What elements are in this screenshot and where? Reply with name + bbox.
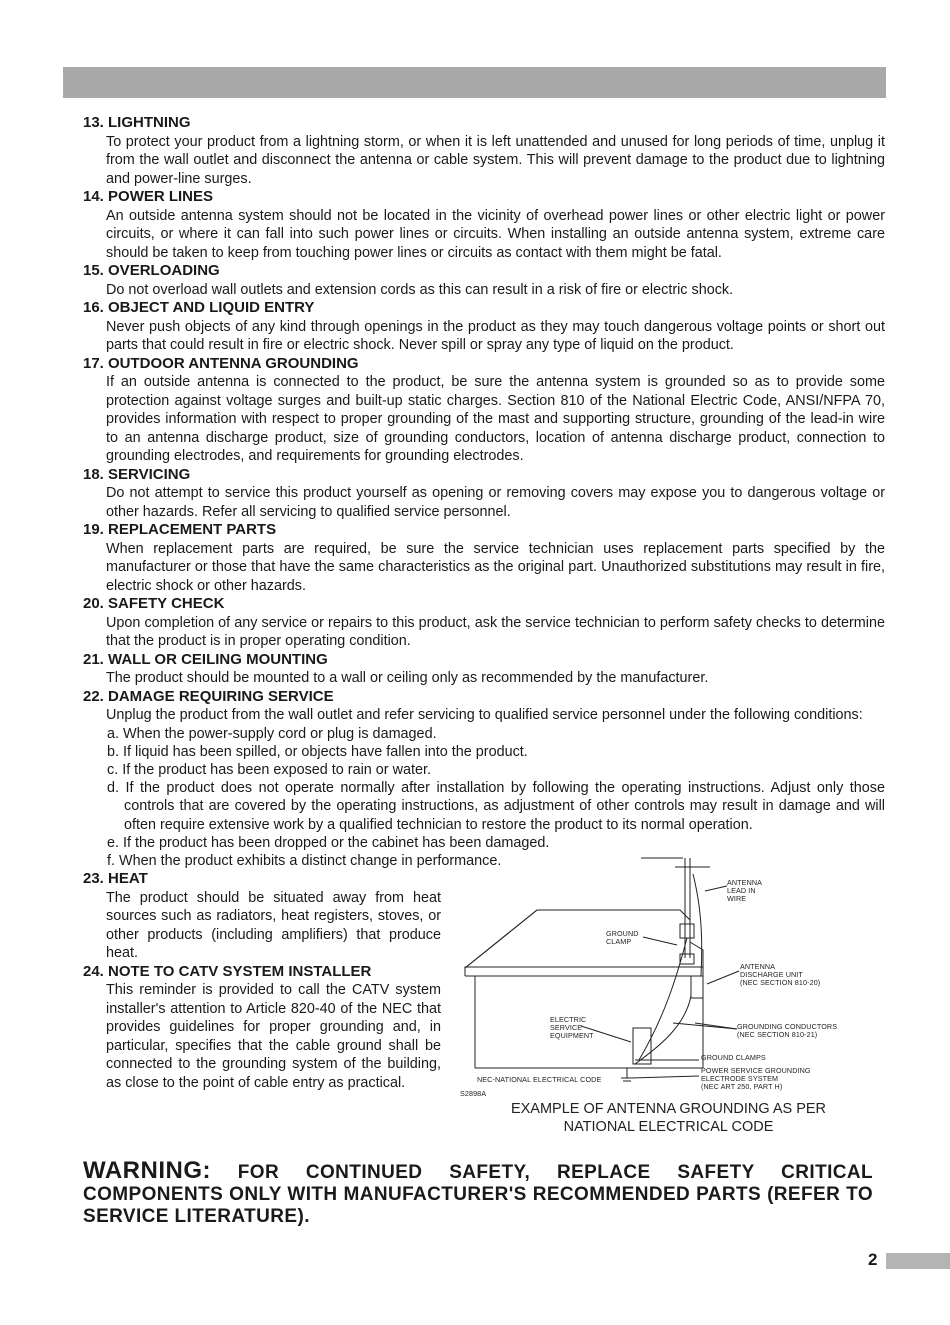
item-overloading <box>83 262 885 299</box>
label-ground-clamps: GROUND CLAMPS <box>701 1053 766 1062</box>
item-safety-check <box>83 595 885 651</box>
condition-e: e. If the product has been dropped or the cabinet has been damaged. <box>107 835 550 851</box>
warning-notice <box>83 1157 873 1228</box>
item-body: To protect your product from a lightning storm, or when it is left unattended and unused for long periods of time, unplug it from the wall outlet and disconnect the antenna or cable system. This will prevent damage to the product due to lightning and power-line surges. <box>106 133 885 187</box>
item-title: 17. OUTDOOR ANTENNA GROUNDING <box>83 354 359 372</box>
item-title: 21. WALL OR CEILING MOUNTING <box>83 650 328 668</box>
item-body: The product should be mounted to a wall or ceiling only as recommended by the manufacturer. <box>106 670 709 686</box>
item-title: 14. POWER LINES <box>83 188 214 205</box>
item-power-lines <box>83 188 885 262</box>
item-replacement-parts <box>83 521 885 595</box>
diagram-code: S2898A <box>460 1089 487 1098</box>
item-title: 19. REPLACEMENT PARTS <box>83 521 277 538</box>
item-title: 23. HEAT <box>83 870 148 887</box>
item-servicing <box>83 466 885 522</box>
item-lightning <box>83 114 885 188</box>
item-outdoor-antenna-grounding <box>83 355 885 466</box>
label-antenna-lead-in: ANTENNA LEAD IN WIRE <box>727 878 763 903</box>
condition-a: a. When the power-supply cord or plug is damaged. <box>107 725 437 742</box>
item-title: 15. OVERLOADING <box>83 262 220 279</box>
item-body: The product should be situated away from heat sources such as radiators, heat registers, stoves, or other products (including amplifiers) that produce heat. <box>106 889 441 961</box>
item-object-liquid-entry <box>83 299 885 355</box>
label-nec: NEC-NATIONAL ELECTRICAL CODE <box>477 1075 602 1084</box>
label-electric-service-equipment: ELECTRIC SERVICE EQUIPMENT <box>550 1015 594 1040</box>
item-body: Unplug the product from the wall outlet and refer servicing to qualified service personnel under the following conditions: <box>106 707 863 723</box>
page-number: 2 <box>868 1250 878 1269</box>
antenna-grounding-diagram <box>455 846 895 1141</box>
item-body: Upon completion of any service or repairs to this product, ask the service technician to perform safety checks to determine that the product is in proper operating condition. <box>106 614 885 649</box>
label-power-service-grounding: POWER SERVICE GROUNDING ELECTRODE SYSTEM (NEC ART 250, PART H) <box>701 1066 811 1091</box>
item-body: When replacement parts are required, be sure the service technician uses replacement parts specified by the manufacturer or those that have the same characteristics as the original part. Unauthorized substitutions may result in fire, electric shock or other hazards. <box>106 540 885 594</box>
item-title: 13. LIGHTNING <box>83 114 191 131</box>
item-title: 22. DAMAGE REQUIRING SERVICE <box>83 687 334 705</box>
item-damage-requiring-service <box>83 688 885 871</box>
label-antenna-discharge-unit: ANTENNA DISCHARGE UNIT (NEC SECTION 810-20) <box>740 962 821 987</box>
house-illustration <box>455 846 895 1141</box>
item-body: Do not attempt to service this product yourself as opening or removing covers may expose you to dangerous voltage or other hazards. Refer all servicing to qualified service personnel. <box>106 485 885 520</box>
item-title: 18. SERVICING <box>83 465 191 483</box>
item-title: 20. SAFETY CHECK <box>83 595 225 612</box>
condition-d: d. If the product does not operate normally after installation by following the operating instructions. Adjust only those controls that are covered by the operating instructions, as adjustment of other controls may result in damage and will often require extensive work by a qualified technician to restore the product to its normal operation. <box>107 779 885 833</box>
page-number-bar <box>886 1253 950 1269</box>
label-grounding-conductors: GROUNDING CONDUCTORS (NEC SECTION 810-21) <box>737 1022 838 1039</box>
condition-b: b. If liquid has been spilled, or objects have fallen into the product. <box>107 743 528 760</box>
item-wall-ceiling-mounting <box>83 651 885 688</box>
item-title: 16. OBJECT AND LIQUID ENTRY <box>83 299 315 316</box>
item-body: If an outside antenna is connected to the product, be sure the antenna system is grounded so as to provide some protection against voltage surges and built-up static charges. Section 810 of the National Electric Code, ANSI/NFPA 70, provides information with respect to proper grounding of the mast and supporting structure, grounding of the lead-in wire to an antenna discharge product, size of grounding conductors, location of antenna discharge product, connection to grounding electrodes, and requirements for grounding electrodes. <box>106 374 885 464</box>
condition-f: f. When the product exhibits a distinct change in performance. <box>107 853 502 869</box>
item-body: Do not overload wall outlets and extension cords as this can result in a risk of fire or electric shock. <box>106 281 734 298</box>
item-body: This reminder is provided to call the CATV system installer's attention to Article 820-40 of the NEC that provides guidelines for proper grounding and, in particular, specifies that the cable ground shall be connected to the grounding system of the building, as close to the point of cable entry as practical. <box>106 982 441 1091</box>
item-body: An outside antenna system should not be located in the vicinity of overhead power lines or other electric light or power circuits, or where it can fall into such power lines or circuits. When installing an outside antenna system, extreme care should be taken to keep from touching power lines or circuits as contact with them might be fatal. <box>106 207 885 261</box>
item-title: 24. NOTE TO CATV SYSTEM INSTALLER <box>83 962 372 980</box>
warning-text: FOR CONTINUED SAFETY, REPLACE SAFETY CRITICAL COMPONENTS ONLY WITH MANUFACTURER'S RECOMMENDED PARTS (REFER TO SERVICE LITERATURE). <box>83 1162 873 1227</box>
condition-c: c. If the product has been exposed to rain or water. <box>107 761 431 778</box>
label-ground-clamp: GROUND CLAMP <box>606 929 639 946</box>
item-body: Never push objects of any kind through openings in the product as they may touch dangerous voltage points or short out parts that could result in fire or electric shock. Never spill or spray any type of liquid on the product. <box>106 318 885 353</box>
header-bar <box>63 67 886 98</box>
diagram-caption: EXAMPLE OF ANTENNA GROUNDING AS PER NATIONAL ELECTRICAL CODE <box>510 1101 827 1135</box>
warning-label: WARNING: <box>83 1157 211 1184</box>
